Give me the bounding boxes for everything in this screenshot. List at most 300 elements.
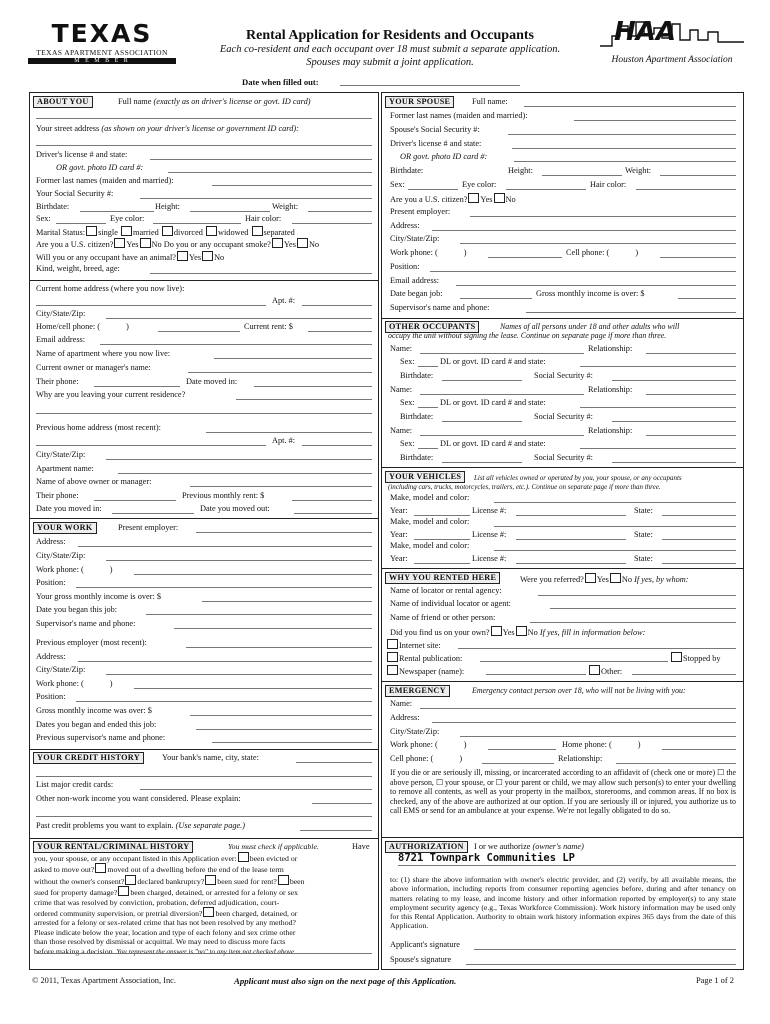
vehicle-state-label: State: <box>634 554 653 563</box>
taa-logo-member: M E M B E R <box>28 58 176 64</box>
emergency-city-label: City/State/Zip: <box>390 727 440 736</box>
home-phone-open: Home/cell phone: ( <box>36 322 101 331</box>
vehicles-note-1: List all vehicles owned or operated by you, your spouse, or any occupants <box>474 474 682 482</box>
vehicle-state-field[interactable] <box>662 539 736 540</box>
email-field[interactable] <box>100 344 372 345</box>
criminal-line: without the owner's consent? declared bankruptcy? been sued for rent? been <box>34 876 305 886</box>
friend-label: Name of friend or other person: <box>390 613 496 622</box>
referred-no-checkbox[interactable] <box>610 573 621 583</box>
spouse-gross-field[interactable] <box>678 298 736 299</box>
home-phone-label <box>36 322 129 332</box>
occupant-relationship-label: Relationship: <box>588 344 633 353</box>
full-name-field[interactable] <box>36 118 372 119</box>
hair-color-label: Hair color: <box>245 214 282 223</box>
animal-yes-label: Yes <box>188 253 202 262</box>
occupant-dl-field[interactable] <box>580 366 736 367</box>
page-subtitle-1: Each co-resident and each occupant over 18 must submit a separate application. <box>219 44 561 55</box>
vehicle-year-field[interactable] <box>414 539 470 540</box>
haa-logo <box>598 18 746 76</box>
spouse-city-label: City/State/Zip: <box>390 234 440 243</box>
emergency-relationship-field[interactable] <box>616 763 736 764</box>
divorced-checkbox[interactable] <box>162 226 173 236</box>
occupant-dl-label: DL or govt. ID card # and state: <box>440 398 546 407</box>
previous-address-field-2[interactable] <box>36 445 266 446</box>
spouse-cell-phone-close: ) <box>635 248 639 257</box>
emergency-work-phone-close: ) <box>463 740 467 749</box>
emergency-note: Emergency contact person over 18, who will not be living with you: <box>472 686 686 695</box>
divider <box>30 280 378 281</box>
prev-work-city-field[interactable] <box>106 674 372 675</box>
spouse-former-field[interactable] <box>574 120 736 121</box>
previous-apt-label: Apt. #: <box>272 436 296 445</box>
prev-moved-in-field[interactable] <box>112 513 194 514</box>
criminal-explain-field[interactable] <box>36 953 372 954</box>
work-phone-open: Work phone: ( <box>36 565 84 574</box>
prev-rent-field[interactable] <box>292 500 372 501</box>
divider <box>382 837 743 838</box>
bank-field-2[interactable] <box>36 776 372 777</box>
marital-status-row <box>36 226 295 238</box>
current-apt-field[interactable] <box>302 305 372 306</box>
supervisor-field[interactable] <box>174 628 372 629</box>
bankruptcy-checkbox[interactable] <box>125 875 136 885</box>
citizen-yes-checkbox[interactable] <box>114 238 125 248</box>
spouse-sex-field[interactable] <box>408 189 458 190</box>
emergency-work-phone-open: Work phone: ( <box>390 740 438 749</box>
internet-checkbox[interactable] <box>387 639 398 649</box>
occupant-name-field[interactable] <box>420 353 584 354</box>
ssn-label: Your Social Security #: <box>36 189 114 198</box>
criminal-line: ordered community supervision, or pretrial diversion? been charged, detained, or <box>34 909 298 919</box>
divorced-label: divorced <box>173 228 203 237</box>
other-income-label: Other non-work income you want considered. Please explain: <box>36 794 241 803</box>
street-address-label <box>36 124 299 134</box>
stopped-checkbox[interactable] <box>671 652 682 662</box>
emergency-paragraph: If you die or are seriously ill, missing, or incarcerated according to an affidavit of (check one or more) ☐ the above person, ☐ your spouse, or ☐ your parent or child, we may allow such person(s) to enter your dwelling to remove all contents, as well as your property in the mailbox, storerooms, and common areas. If no box is checked, any of the above are authorized at our option. If you are seriously ill or injured, you authorize us to call EMS or send for an ambulance at your expense. We're not legally obligated to do so. <box>390 768 736 815</box>
spouse-dl-field[interactable] <box>512 148 736 149</box>
past-credit-text: Past credit problems you want to explain. <box>36 821 174 830</box>
smoke-yes-label: Yes <box>283 240 296 249</box>
spouse-full-name-field[interactable] <box>524 106 736 107</box>
taa-logo-name: TEXAS APARTMENT ASSOCIATION <box>36 48 168 57</box>
section-your-vehicles: YOUR VEHICLES <box>385 471 465 483</box>
find-own-yes-checkbox[interactable] <box>491 626 502 636</box>
current-city-field[interactable] <box>106 318 372 319</box>
prev-owner-field[interactable] <box>190 486 372 487</box>
spouse-cell-phone-field[interactable] <box>660 257 736 258</box>
other-income-field[interactable] <box>312 803 372 804</box>
full-name-text: Full name <box>118 97 152 106</box>
previous-apt-field[interactable] <box>302 445 372 446</box>
spouse-weight-field[interactable] <box>660 175 736 176</box>
why-leaving-field-2[interactable] <box>36 413 372 414</box>
citizen-no-checkbox[interactable] <box>140 238 151 248</box>
prev-work-address-label: Address: <box>36 652 66 661</box>
section-criminal-history: YOUR RENTAL/CRIMINAL HISTORY <box>33 841 193 853</box>
occupant-sex-label: Sex: <box>400 439 415 448</box>
vehicle-make-field[interactable] <box>494 550 736 551</box>
prev-employer-label: Previous employer (most recent): <box>36 638 147 647</box>
locator-field[interactable] <box>538 595 736 596</box>
occupant-name-label: Name: <box>390 344 413 353</box>
stopped-row <box>670 652 721 664</box>
prev-gross-label: Gross monthly income was over: $ <box>36 706 152 715</box>
eye-color-label: Eye color: <box>110 214 145 223</box>
work-phone-field[interactable] <box>134 574 372 575</box>
occupant-birthdate-field[interactable] <box>442 380 522 381</box>
spouse-citizen-no-label: No <box>505 195 516 204</box>
why-leaving-field[interactable] <box>236 399 372 400</box>
position-label: Position: <box>36 578 66 587</box>
former-names-label: Former last names (maiden and married): <box>36 176 174 185</box>
spouse-eye-field[interactable] <box>506 189 586 190</box>
divider <box>382 318 743 319</box>
spouse-ssn-label: Spouse's Social Security #: <box>390 125 480 134</box>
citizen-smoke-row <box>36 238 319 250</box>
work-city-field[interactable] <box>106 560 372 561</box>
current-address-field[interactable] <box>36 305 266 306</box>
moved-in-field[interactable] <box>254 386 372 387</box>
marital-status-label: Marital Status: <box>36 228 86 237</box>
gross-income-field[interactable] <box>202 601 372 602</box>
rental-pub-checkbox[interactable] <box>387 652 398 662</box>
vehicle-license-label: License #: <box>472 554 507 563</box>
spouse-govid-field[interactable] <box>514 161 736 162</box>
past-credit-note: (Use separate page.) <box>175 821 246 830</box>
spouse-supervisor-field[interactable] <box>526 312 736 313</box>
gross-income-label: Your gross monthly income is over: $ <box>36 592 161 601</box>
prev-apartment-name-field[interactable] <box>118 473 372 474</box>
occupant-ssn-field[interactable] <box>612 421 736 422</box>
find-own-no-checkbox[interactable] <box>516 626 527 636</box>
spouse-city-field[interactable] <box>460 243 736 244</box>
felony-unresolved-checkbox[interactable] <box>203 907 214 917</box>
newspaper-field[interactable] <box>486 674 586 675</box>
apartment-name-label: Name of apartment where you now live: <box>36 349 171 358</box>
spouse-citizen-yes-checkbox[interactable] <box>468 193 479 203</box>
emergency-work-phone-label <box>390 740 467 750</box>
prev-supervisor-field[interactable] <box>212 742 372 743</box>
vehicle-year-field[interactable] <box>414 515 470 516</box>
occupants-note-1: Names of all persons under 18 and other adults who will <box>500 322 680 331</box>
current-rent-field[interactable] <box>308 331 372 332</box>
animal-row <box>36 251 224 263</box>
animal-no-label: No <box>214 253 225 262</box>
current-owner-field[interactable] <box>188 372 372 373</box>
occupant-name-field[interactable] <box>420 394 584 395</box>
prev-moved-out-field[interactable] <box>294 513 372 514</box>
previous-city-field[interactable] <box>106 459 372 460</box>
form-frame-right <box>381 92 744 970</box>
prev-their-phone-field[interactable] <box>94 500 176 501</box>
occupant-relationship-field[interactable] <box>646 353 736 354</box>
criminal-line: Please indicate below the year, location and type of each felony and sex crime other <box>34 927 296 937</box>
date-filled-label: Date when filled out: <box>242 77 319 87</box>
spouse-hair-field[interactable] <box>636 189 736 190</box>
began-job-label: Date you began this job: <box>36 605 118 614</box>
previous-address-field[interactable] <box>206 432 372 433</box>
emergency-name-label: Name: <box>390 699 413 708</box>
previous-city-label: City/State/Zip: <box>36 450 86 459</box>
spouse-eye-label: Eye color: <box>462 180 497 189</box>
moved-out-checkbox[interactable] <box>95 863 106 873</box>
footer-note: Applicant must also sign on the next page of this Application. <box>234 976 457 986</box>
sex-field[interactable] <box>56 223 106 224</box>
emergency-home-phone-close: ) <box>637 740 641 749</box>
spouse-email-field[interactable] <box>456 285 736 286</box>
page-title: Rental Application for Residents and Occupants <box>246 28 534 43</box>
work-address-label: Address: <box>36 537 66 546</box>
occupant-birthdate-field[interactable] <box>442 421 522 422</box>
emergency-name-field[interactable] <box>420 708 736 709</box>
citizen-label: Are you a U.S. citizen? <box>36 240 114 249</box>
emergency-relationship-label: Relationship: <box>558 754 603 763</box>
spouse-signature-label: Spouse's signature <box>390 955 452 964</box>
sued-rent-checkbox[interactable] <box>205 875 216 885</box>
separated-checkbox[interactable] <box>252 226 263 236</box>
divider <box>382 568 743 569</box>
hair-color-field[interactable] <box>292 223 372 224</box>
animal-yes-checkbox[interactable] <box>177 251 188 261</box>
occupant-dl-field[interactable] <box>580 448 736 449</box>
spouse-citizen-label: Are you a U.S. citizen? <box>390 195 468 204</box>
vehicle-state-label: State: <box>634 506 653 515</box>
vehicle-license-field[interactable] <box>516 539 626 540</box>
prev-gross-field[interactable] <box>190 715 372 716</box>
occupant-birthdate-field[interactable] <box>442 462 522 463</box>
spouse-full-name-label: Full name: <box>472 97 508 106</box>
spouse-work-phone-close: ) <box>463 248 467 257</box>
weight-field[interactable] <box>308 211 372 212</box>
former-names-field[interactable] <box>212 185 372 186</box>
spouse-citizen-no-checkbox[interactable] <box>494 193 505 203</box>
other-field[interactable] <box>632 674 736 675</box>
why-leaving-label: Why are you leaving your current residence? <box>36 390 186 399</box>
birthdate-field[interactable] <box>80 211 154 212</box>
smoke-no-checkbox[interactable] <box>297 238 308 248</box>
criminal-line: sued for property damage? been charged, detained, or arrested for a felony or sex <box>34 888 298 898</box>
spouse-work-phone-label <box>390 248 467 258</box>
occupant-name-field[interactable] <box>420 435 584 436</box>
vehicle-state-label: State: <box>634 530 653 539</box>
home-phone-field[interactable] <box>158 331 240 332</box>
prev-owner-label: Name of above owner or manager: <box>36 477 152 486</box>
spouse-work-phone-open: Work phone: ( <box>390 248 438 257</box>
date-filled-field[interactable] <box>340 85 520 86</box>
other-income-field-2[interactable] <box>36 816 372 817</box>
spouse-began-field[interactable] <box>460 298 532 299</box>
vehicle-year-label: Year: <box>390 554 408 563</box>
animal-no-checkbox[interactable] <box>202 251 213 261</box>
single-label: single <box>98 228 118 237</box>
emergency-cell-phone-close: ) <box>459 754 463 763</box>
drivers-license-label: Driver's license # and state: <box>36 150 128 159</box>
locator-label: Name of locator or rental agency: <box>390 586 502 595</box>
referred-row <box>520 573 689 585</box>
vehicle-make-field[interactable] <box>494 526 736 527</box>
began-job-field[interactable] <box>146 614 372 615</box>
criminal-intro: You must check if applicable. <box>228 842 319 851</box>
emergency-work-phone-field[interactable] <box>488 749 556 750</box>
occupant-sex-label: Sex: <box>400 357 415 366</box>
authorize-label <box>474 842 584 852</box>
drivers-license-field[interactable] <box>150 159 372 160</box>
vehicle-state-field[interactable] <box>662 515 736 516</box>
rental-pub-field[interactable] <box>480 661 668 662</box>
spouse-employer-field[interactable] <box>470 216 736 217</box>
prev-supervisor-label: Previous supervisor's name and phone: <box>36 733 166 742</box>
occupant-relationship-field[interactable] <box>646 394 736 395</box>
supervisor-label: Supervisor's name and phone: <box>36 619 136 628</box>
criminal-note: You represent the answer is "no" to any item not checked above. <box>116 947 296 956</box>
referred-yes-checkbox[interactable] <box>585 573 596 583</box>
position-field[interactable] <box>76 587 372 588</box>
occupant-name-label: Name: <box>390 426 413 435</box>
spouse-ssn-field[interactable] <box>508 134 736 135</box>
internet-field[interactable] <box>458 648 736 649</box>
spouse-work-phone-field[interactable] <box>488 257 562 258</box>
authorize-text: I or we authorize <box>474 842 531 851</box>
work-address-field[interactable] <box>78 546 372 547</box>
work-phone-label <box>36 565 113 575</box>
email-label: Email address: <box>36 335 86 344</box>
street-address-note: (as shown on your driver's license or government ID card): <box>101 124 299 133</box>
vehicle-year-field[interactable] <box>414 563 470 564</box>
emergency-home-phone-field[interactable] <box>662 749 736 750</box>
widowed-checkbox[interactable] <box>206 226 217 236</box>
section-credit-history: YOUR CREDIT HISTORY <box>33 752 144 764</box>
prev-work-city-label: City/State/Zip: <box>36 665 86 674</box>
their-phone-field[interactable] <box>94 386 180 387</box>
past-credit-field[interactable] <box>300 830 372 831</box>
prev-work-phone-open: Work phone: ( <box>36 679 84 688</box>
emergency-cell-phone-field[interactable] <box>482 763 554 764</box>
prev-work-phone-field[interactable] <box>134 688 372 689</box>
occupant-sex-field[interactable] <box>418 366 438 367</box>
haa-logo-mark: HAA <box>614 17 677 47</box>
been-checkbox[interactable] <box>278 875 289 885</box>
spouse-dl-label: Driver's license # and state: <box>390 139 482 148</box>
previous-address-label: Previous home address (most recent): <box>36 423 161 432</box>
friend-field[interactable] <box>530 622 736 623</box>
spouse-signature-field[interactable] <box>466 964 736 965</box>
current-apt-label: Apt. #: <box>272 296 296 305</box>
eye-color-field[interactable] <box>153 223 241 224</box>
occupant-sex-field[interactable] <box>418 448 438 449</box>
vehicle-make-label: Make, model and color: <box>390 541 470 550</box>
occupant-relationship-field[interactable] <box>646 435 736 436</box>
work-city-label: City/State/Zip: <box>36 551 86 560</box>
apartment-name-field[interactable] <box>214 358 372 359</box>
smoke-yes-checkbox[interactable] <box>272 238 283 248</box>
spouse-address-field[interactable] <box>432 230 736 231</box>
emergency-city-field[interactable] <box>460 736 736 737</box>
animal-kind-field[interactable] <box>150 273 372 274</box>
vehicle-make-field[interactable] <box>494 502 736 503</box>
height-field[interactable] <box>190 211 270 212</box>
current-rent-label: Current rent: $ <box>244 322 293 331</box>
spouse-supervisor-label: Supervisor's name and phone: <box>390 303 490 312</box>
prev-employer-field[interactable] <box>186 647 372 648</box>
vehicle-license-field[interactable] <box>516 563 626 564</box>
spouse-position-field[interactable] <box>430 271 736 272</box>
vehicle-license-label: License #: <box>472 530 507 539</box>
find-own-label: Did you find us on your own? <box>390 628 490 637</box>
taa-logo <box>28 20 176 72</box>
ssn-field[interactable] <box>140 198 372 199</box>
smoke-no-label: No <box>308 240 320 249</box>
felony-resolved-checkbox[interactable] <box>118 886 129 896</box>
full-name-note: (exactly as on driver's license or govt. ID card) <box>153 97 311 106</box>
govt-id-label: OR govt. photo ID card #: <box>56 163 144 172</box>
evicted-checkbox[interactable] <box>238 852 249 862</box>
occupant-sex-field[interactable] <box>418 407 438 408</box>
credit-cards-field[interactable] <box>140 789 372 790</box>
spouse-birthdate-label: Birthdate: <box>390 166 424 175</box>
past-credit-label <box>36 821 245 831</box>
find-own-row <box>390 626 645 638</box>
owner-name-field[interactable]: 8721 Townpark Communities LP <box>398 852 736 866</box>
vehicle-state-field[interactable] <box>662 563 736 564</box>
full-name-label <box>118 97 311 107</box>
married-checkbox[interactable] <box>121 226 132 236</box>
spouse-cell-phone-open: Cell phone: ( <box>566 248 610 257</box>
job-dates-field[interactable] <box>196 729 372 730</box>
credit-cards-label: List major credit cards: <box>36 780 114 789</box>
occupant-sex-label: Sex: <box>400 398 415 407</box>
govt-id-field[interactable] <box>168 172 372 173</box>
spouse-former-label: Former last names (maiden and married): <box>390 111 528 120</box>
emergency-home-phone-label <box>562 740 641 750</box>
criminal-line: than those resolved by dismissal or acquittal. We may need to discuss more facts <box>34 937 286 947</box>
individual-locator-label: Name of individual locator or agent: <box>390 599 511 608</box>
prev-work-address-field[interactable] <box>78 661 372 662</box>
applicant-signature-field[interactable] <box>474 949 736 950</box>
present-employer-field[interactable] <box>196 532 372 533</box>
referred-no-label: No <box>621 575 633 584</box>
spouse-height-field[interactable] <box>542 175 622 176</box>
criminal-line: arrested for a felony or sex-related crime that has not been resolved by any method? <box>34 918 296 928</box>
single-checkbox[interactable] <box>86 226 97 236</box>
section-other-occupants: OTHER OCCUPANTS <box>385 321 479 333</box>
vehicle-license-field[interactable] <box>516 515 626 516</box>
section-your-spouse: YOUR SPOUSE <box>385 96 454 108</box>
occupant-dl-field[interactable] <box>580 407 736 408</box>
occupant-ssn-field[interactable] <box>612 462 736 463</box>
prev-position-field[interactable] <box>76 701 372 702</box>
spouse-gross-label: Gross monthly income is over: $ <box>536 289 645 298</box>
birthdate-label: Birthdate: <box>36 202 70 211</box>
authorization-paragraph: to: (1) share the above information with owner's electric provider, and (2) verify, by all available means, the above information, including reports from consumer reporting agencies before, during and after tenancy on matters relating to my lease, and income history and other information reported by employer(s) to any state employment security agency (e.g., Texas Workforce Commission). Work history information may be used only for this Rental Application. Authority to obtain work history information expires 365 days from the date of this Application. <box>390 875 736 931</box>
criminal-have: Have <box>352 842 370 851</box>
criminal-line: crime that was resolved by conviction, probation, deferred adjudication, court- <box>34 897 280 907</box>
divider <box>30 518 378 519</box>
occupant-dl-label: DL or govt. ID card # and state: <box>440 439 546 448</box>
stopped-label: Stopped by <box>683 654 721 663</box>
occupant-ssn-field[interactable] <box>612 380 736 381</box>
spouse-height-label: Height: <box>508 166 533 175</box>
bank-field[interactable] <box>296 762 372 763</box>
bank-label: Your bank's name, city, state: <box>162 753 259 762</box>
newspaper-checkbox[interactable] <box>387 665 398 675</box>
other-checkbox[interactable] <box>589 665 600 675</box>
individual-locator-field[interactable] <box>550 608 736 609</box>
current-city-label: City/State/Zip: <box>36 309 86 318</box>
emergency-address-field[interactable] <box>432 722 736 723</box>
newspaper-row <box>386 665 464 677</box>
street-address-field[interactable] <box>36 145 372 146</box>
occupant-birthdate-label: Birthdate: <box>400 453 434 462</box>
